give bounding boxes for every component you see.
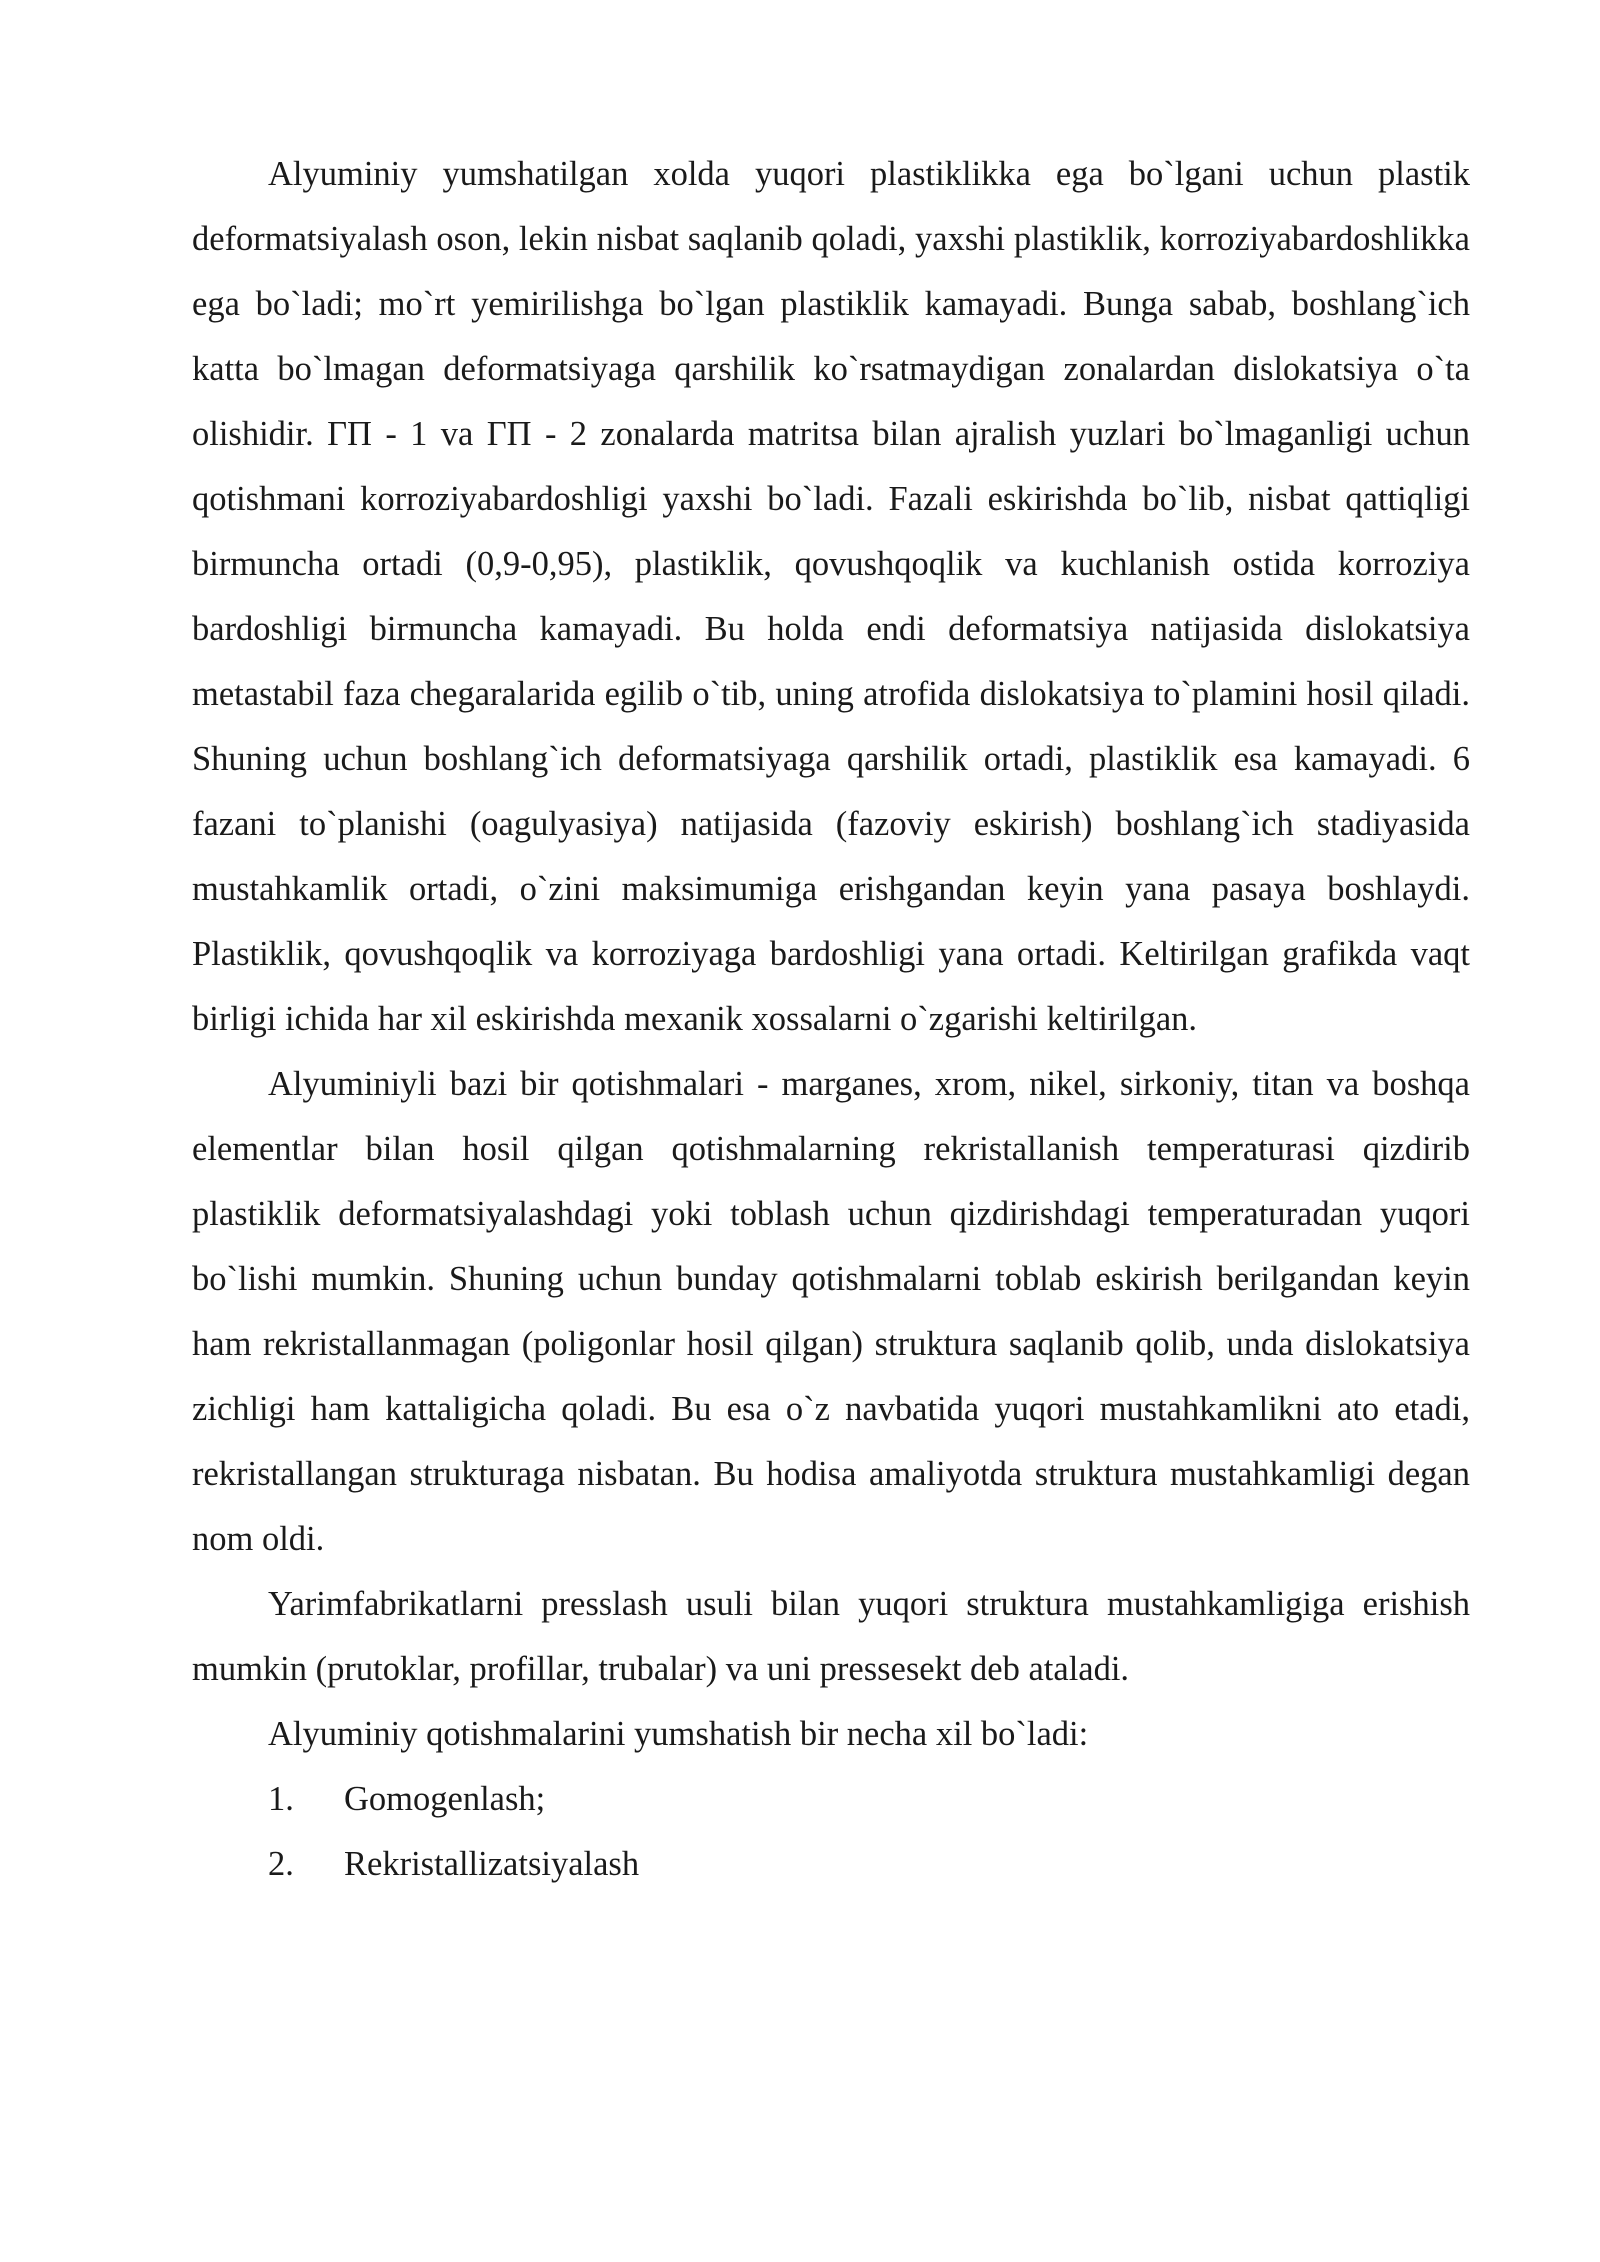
- list-item: [192, 1767, 1470, 1832]
- paragraph-structural-strength: Alyuminiyli bazi bir qotishmalari - marganes, xrom, nikel, sirkoniy, titan va boshqa elementlar bilan hosil qilgan qotishmalarning rekristallanish temperaturasi qizdirib plastiklik deformatsiyalashdagi yoki toblash uchun qizdirishdagi temperaturadan yuqori bo`lishi mumkin. Shuning uchun bunday qotishmalarni toblab eskirish berilgandan keyin ham rekristallanmagan (poligonlar hosil qilgan) struktura saqlanib qolib, unda dislokatsiya zichligi ham kattaligicha qoladi. Bu esa o`z navbatida yuqori mustahkamlikni ato etadi, rekristallangan strukturaga nisbatan. Bu hodisa amaliyotda struktura mustahkamligi degan nom oldi.: [192, 1065, 1470, 1558]
- list-item-text: Rekristallizatsiyalash: [344, 1845, 640, 1883]
- list-item-number: 1.: [268, 1780, 294, 1818]
- paragraph-annealing-intro: Alyuminiy qotishmalarini yumshatish bir necha xil bo`ladi:: [268, 1715, 1089, 1753]
- list-item-number: 2.: [268, 1845, 294, 1883]
- paragraph-aging-effects: Alyuminiy yumshatilgan xolda yuqori plastiklikka ega bo`lgani uchun plastik deformatsiyalash oson, lekin nisbat saqlanib qoladi, yaxshi plastiklik, korroziyabardoshlikka ega bo`ladi; mo`rt yemirilishga bo`lgan plastiklik kamayadi. Bunga sabab, boshlang`ich katta bo`lmagan deformatsiyaga qarshilik ko`rsatmaydigan zonalardan dislokatsiya o`ta olishidir. ГП - 1 va ГП - 2 zonalarda matritsa bilan ajralish yuzlari bo`lmaganligi uchun qotishmani korroziyabardoshligi yaxshi bo`ladi. Fazali eskirishda bo`lib, nisbat qattiqligi birmuncha ortadi (0,9-0,95), plastiklik, qovushqoqlik va kuchlanish ostida korroziya bardoshligi birmuncha kamayadi. Bu holda endi deformatsiya natijasida dislokatsiya metastabil faza chegaralarida egilib o`tib, uning atrofida dislokatsiya to`plamini hosil qiladi. Shuning uchun boshlang`ich deformatsiyaga qarshilik ortadi, plastiklik esa kamayadi. 6 fazani to`planishi (oagulyasiya) natijasida (fazoviy eskirish) boshlang`ich stadiyasida mustahkamlik ortadi, o`zini maksimumiga erishgandan keyin yana pasaya boshlaydi. Plastiklik, qovushqoqlik va korroziyaga bardoshligi yana ortadi. Keltirilgan grafikda vaqt birligi ichida har xil eskirishda mexanik xossalarni o`zgarishi keltirilgan.: [192, 155, 1470, 1038]
- list-item-text: Gomogenlash;: [344, 1780, 546, 1818]
- list-item: [192, 1832, 1470, 1897]
- paragraph-pressing: Yarimfabrikatlarni presslash usuli bilan yuqori struktura mustahkamligiga erishish mumkin (prutoklar, profillar, trubalar) va uni pressesekt deb ataladi.: [192, 1585, 1470, 1688]
- annealing-types-list: [192, 1767, 1470, 1897]
- document-page: [192, 142, 1470, 1897]
